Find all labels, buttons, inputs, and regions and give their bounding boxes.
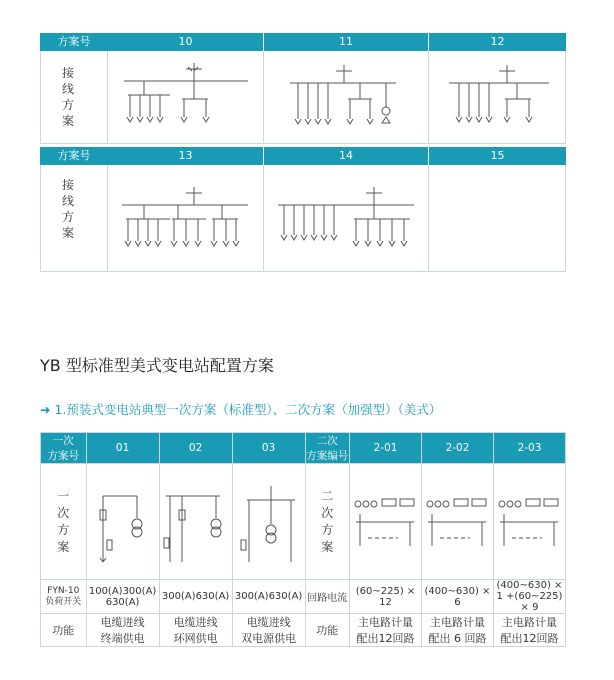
secondary-2-03-schematic	[494, 466, 564, 578]
function-label-2: 功能	[305, 614, 349, 647]
switch-value-02: 300(A)630(A)	[159, 580, 232, 614]
scheme-number-header-2: 方案号	[40, 147, 108, 165]
secondary-2-02-diagram	[422, 464, 494, 580]
primary-03-schematic	[233, 466, 305, 578]
scheme-10-diagram-cell	[108, 51, 264, 144]
wiring-label-1: 接 线 方 案	[61, 66, 74, 128]
function-2-03: 主电路计量 配出12回路	[493, 614, 565, 647]
scheme-15-header: 15	[429, 147, 566, 165]
primary-02-header: 02	[159, 433, 232, 464]
circuit-label: 回路电流	[305, 580, 349, 614]
arrow-right-icon: ➜	[40, 402, 51, 417]
scheme-12-diagram	[429, 51, 566, 144]
circuit-value-2-03: (400~630) × 1 +(60~225) × 9	[493, 580, 565, 614]
primary-01-schematic	[87, 466, 159, 578]
function-01: 电缆进线 终端供电	[86, 614, 159, 647]
secondary-2-01-diagram	[350, 464, 422, 580]
circuit-value-2-02: (400~630) × 6	[422, 580, 494, 614]
scheme-11-header: 11	[264, 33, 428, 51]
circuit-value-2-01: (60~225) × 12	[350, 580, 422, 614]
function-2-02: 主电路计量 配出 6 回路	[422, 614, 494, 647]
subsection-title	[40, 400, 441, 418]
secondary-2-02-schematic	[422, 466, 492, 578]
function-02: 电缆进线 环网供电	[159, 614, 232, 647]
scheme-number-header: 方案号	[40, 33, 108, 51]
scheme-13-diagram-cell	[108, 165, 264, 272]
primary-scheme-header: 一次 方案号	[41, 433, 87, 464]
wiring-label-cell-2	[40, 165, 108, 272]
switch-value-03: 300(A)630(A)	[232, 580, 305, 614]
scheme-14-diagram	[264, 165, 429, 272]
rating-row	[41, 580, 566, 614]
scheme-12-diagram-cell	[429, 51, 566, 144]
primary-01-header: 01	[86, 433, 159, 464]
function-row	[41, 614, 566, 647]
header-row	[41, 433, 566, 464]
primary-03-header: 03	[232, 433, 305, 464]
scheme-13-header: 13	[108, 147, 263, 165]
function-03: 电缆进线 双电源供电	[232, 614, 305, 647]
scheme-10-diagram	[108, 51, 264, 144]
switch-label: FYN-10 负荷开关	[41, 580, 87, 614]
primary-02-schematic	[160, 466, 232, 578]
scheme-14-header: 14	[264, 147, 428, 165]
subsection-title-text: 1.预装式变电站典型一次方案（标准型）、二次方案（加强型）（美式）	[54, 402, 442, 417]
secondary-label-cell: 二 次 方 案	[305, 464, 349, 580]
primary-01-diagram	[86, 464, 159, 580]
scheme-13-diagram	[108, 165, 264, 272]
scheme-11-diagram	[264, 51, 429, 144]
function-label: 功能	[41, 614, 87, 647]
diagram-row	[41, 464, 566, 580]
scheme-10-header: 10	[108, 33, 263, 51]
secondary-2-01-header: 2-01	[350, 433, 422, 464]
secondary-2-02-header: 2-02	[422, 433, 494, 464]
primary-03-diagram	[232, 464, 305, 580]
wiring-label-2: 接 线 方 案	[61, 178, 74, 240]
config-table	[40, 432, 566, 647]
secondary-2-03-header: 2-03	[493, 433, 565, 464]
wiring-label-cell-1	[40, 51, 108, 144]
secondary-2-01-schematic	[350, 466, 420, 578]
scheme-14-diagram-cell	[264, 165, 429, 272]
scheme-11-diagram-cell	[264, 51, 429, 144]
scheme-12-header: 12	[429, 33, 566, 51]
scheme-15-diagram-cell	[429, 165, 566, 272]
primary-02-diagram	[159, 464, 232, 580]
section-title: YB 型标准型美式变电站配置方案	[40, 356, 274, 375]
primary-label-cell: 一 次 方 案	[41, 464, 87, 580]
secondary-scheme-header: 二次 方案编号	[305, 433, 349, 464]
secondary-2-03-diagram	[493, 464, 565, 580]
function-2-01: 主电路计量 配出12回路	[350, 614, 422, 647]
switch-value-01: 100(A)300(A) 630(A)	[86, 580, 159, 614]
